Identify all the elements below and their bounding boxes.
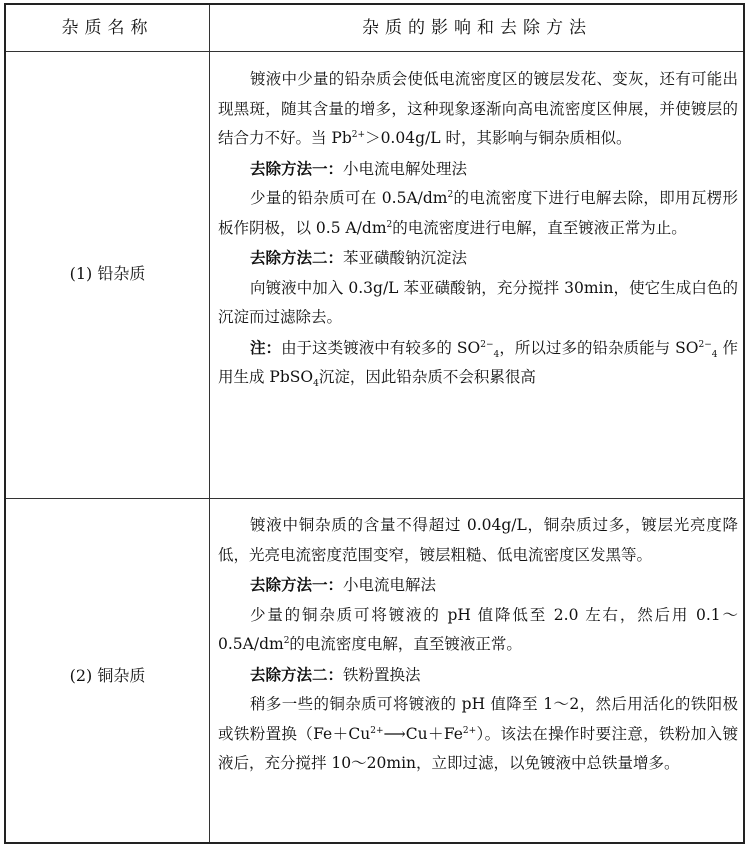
lead-method1-text: 少量的铅杂质可在 $0.5A/dm^2$的电流密度下进行电解去除，即用瓦楞形板作阴极，以 0.5 $A/dm^2$的电流密度进行电解，直至镀液正常为止。	[218, 189, 738, 237]
header-effect-and-removal: 杂质的影响和去除方法	[362, 18, 592, 38]
copper-method1-text: 少量的铜杂质可将镀液的 pH 值降低至 2.0 左右，然后用 $0.1\sim 0.5A/dm^2$的电流密度电解，直至镀液正常。	[218, 605, 738, 653]
row-label-copper: (2) 铜杂质	[69, 666, 146, 685]
column-divider	[209, 5, 210, 842]
header-impurity-name: 杂质名称	[61, 18, 154, 38]
copper-method1-heading: 去除方法一：小电流电解法	[250, 575, 437, 594]
copper-method2-text: 稍多一些的铜杂质可将镀液的 pH 值降至 1～2，然后用活化的铁阳极或铁粉置换$(Fe+Cu^{2+}⟶Cu+Fe^{2+})$。该法在操作时要注意，铁粉加入镀液后，充分搅拌 10～20min，立即过滤，以免镀液中总铁量增多。	[218, 695, 738, 772]
header-divider	[6, 51, 743, 52]
row-content-lead	[218, 65, 738, 393]
lead-note: 注：由于这类镀液中有较多的 $SO^{2-}_4$，所以过多的铅杂质能与 $SO^{2-}_4$ 作用生成 PbSO$_4$沉淀，因此铅杂质不会积累很高	[218, 337, 738, 390]
impurity-table	[4, 3, 745, 844]
lead-method2-text: 向镀液中加入 0.3g/L 苯亚磺酸钠，充分搅拌 30min，使它生成白色的沉淀而过滤除去。	[218, 278, 738, 326]
row-label-lead: (1) 铅杂质	[69, 264, 146, 283]
lead-method2-heading: 去除方法二：苯亚磺酸钠沉淀法	[250, 248, 468, 267]
lead-effect-paragraph: 镀液中少量的铅杂质会使低电流密度区的镀层发花、变灰，还有可能出现黑斑，随其含量的增多，这种现象逐渐向高电流密度区伸展，并使镀层的结合力不好。当 $Pb^{2+}>0.04g/L$ 时，其影响与铜杂质相似。	[218, 70, 738, 147]
row-divider	[6, 498, 743, 499]
copper-method2-heading: 去除方法二：铁粉置换法	[250, 664, 421, 684]
copper-effect-paragraph: 镀液中铜杂质的含量不得超过 0.04g/L，铜杂质过多，镀层光亮度降低，光亮电流密度范围变窄，镀层粗糙、低电流密度区发黑等。	[218, 516, 738, 564]
lead-method1-heading: 去除方法一：小电流电解处理法	[250, 158, 468, 178]
row-content-copper	[218, 511, 738, 779]
